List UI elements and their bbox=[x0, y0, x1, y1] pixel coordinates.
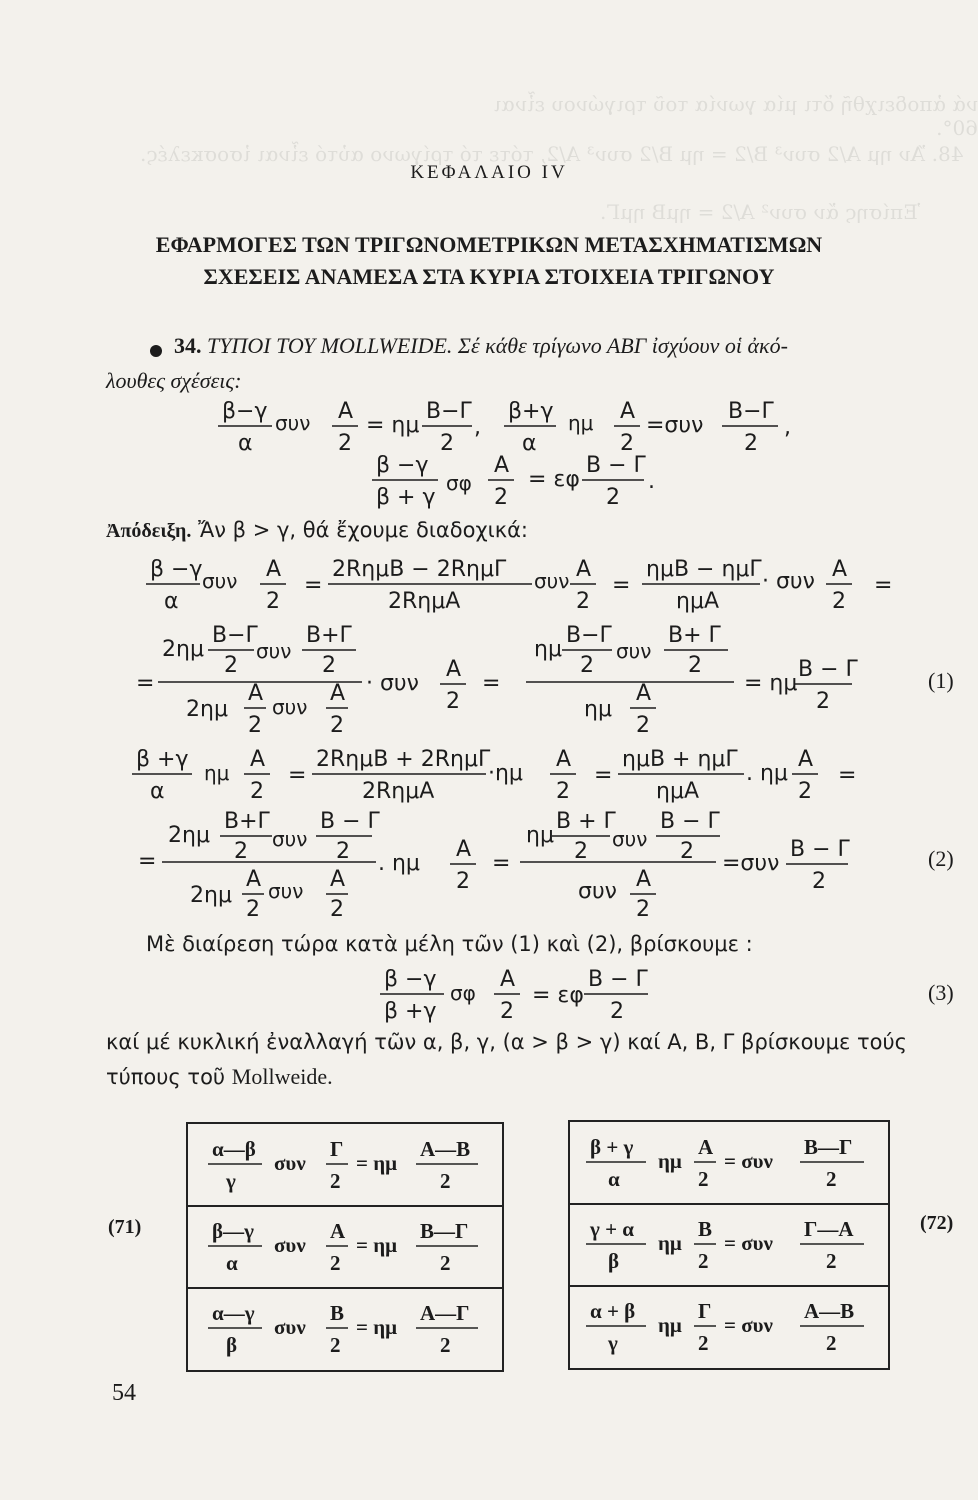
svg-text:2: 2 bbox=[812, 869, 826, 894]
svg-text:συν: συν bbox=[202, 569, 238, 593]
svg-text:B − Γ: B − Γ bbox=[586, 453, 646, 478]
svg-text:=: = bbox=[138, 849, 157, 874]
svg-text:2ημ: 2ημ bbox=[190, 883, 232, 908]
svg-text:2: 2 bbox=[636, 897, 650, 922]
ghost-line-3: Ἐπίσης ἄν συν² Α/2 = ημΒ ημΓ. bbox=[600, 200, 921, 224]
svg-text:ημ: ημ bbox=[526, 823, 554, 848]
svg-text:ημ: ημ bbox=[204, 761, 230, 785]
svg-text:=: = bbox=[304, 573, 323, 598]
svg-text:ημ: ημ bbox=[658, 1313, 682, 1337]
svg-text:β +γ: β +γ bbox=[384, 999, 437, 1024]
svg-text:β −γ: β −γ bbox=[384, 967, 437, 992]
svg-text:α—β: α—β bbox=[212, 1137, 256, 1161]
mollweide-box-right bbox=[568, 1120, 890, 1370]
svg-text:β+γ: β+γ bbox=[508, 399, 554, 424]
svg-text:σφ: σφ bbox=[446, 471, 472, 495]
svg-text:A: A bbox=[798, 747, 814, 772]
svg-text:2: 2 bbox=[606, 485, 620, 510]
svg-text:α: α bbox=[164, 589, 179, 614]
deriv-den-2: ημΑ bbox=[676, 589, 719, 614]
chapter-title-line-2: ΣΧΕΣΕΙΣ ΑΝΑΜΕΣΑ ΣΤΑ ΚΥΡΙΑ ΣΤΟΙΧΕΙΑ ΤΡΙΓΩΝΟΥ bbox=[203, 264, 775, 289]
svg-text:B − Γ: B − Γ bbox=[588, 967, 648, 992]
svg-text:A: A bbox=[620, 399, 636, 424]
svg-text:2ημ: 2ημ bbox=[168, 823, 210, 848]
deriv-num-1: 2RημΒ − 2RημΓ bbox=[332, 557, 507, 582]
svg-text:2: 2 bbox=[446, 689, 460, 714]
svg-text:=συν: =συν bbox=[722, 851, 780, 876]
svg-text:A: A bbox=[330, 867, 346, 892]
svg-text:2ημ: 2ημ bbox=[162, 637, 204, 662]
svg-text:β: β bbox=[608, 1249, 620, 1273]
svg-text:β−γ: β−γ bbox=[222, 399, 268, 424]
svg-text:,: , bbox=[474, 415, 481, 440]
svg-text:2: 2 bbox=[338, 431, 352, 456]
result-equation-3 bbox=[0, 962, 978, 1024]
svg-text:A: A bbox=[266, 557, 282, 582]
svg-text:α: α bbox=[608, 1167, 620, 1191]
mollweide-box-left bbox=[186, 1122, 504, 1372]
svg-text:A: A bbox=[556, 747, 572, 772]
chapter-title-line-1: ΕΦΑΡΜΟΓΕΣ ΤΩΝ ΤΡΙΓΩΝΟΜΕΤΡΙΚΩΝ ΜΕΤΑΣΧΗΜΑΤΙΣΜΩΝ bbox=[155, 232, 823, 257]
svg-text:B − Γ: B − Γ bbox=[798, 657, 858, 682]
division-sentence: Μὲ διαίρεση τώρα κατὰ μέλη τῶν (1) καὶ (2), βρίσκουμε : bbox=[146, 932, 753, 956]
svg-text:. ημ: . ημ bbox=[746, 761, 788, 786]
svg-text:B − Γ: B − Γ bbox=[790, 837, 850, 862]
svg-text:A: A bbox=[246, 867, 262, 892]
section-number: 34. bbox=[174, 333, 202, 358]
svg-text:A: A bbox=[500, 967, 516, 992]
svg-text:A: A bbox=[456, 837, 472, 862]
svg-text:B−Γ: B−Γ bbox=[728, 399, 774, 424]
svg-text:2: 2 bbox=[744, 431, 758, 456]
svg-text:σφ: σφ bbox=[450, 981, 476, 1005]
svg-text:=: = bbox=[874, 573, 893, 598]
section-intro-cont: λουθες σχέσεις: bbox=[106, 368, 242, 393]
svg-text:β—γ: β—γ bbox=[212, 1219, 254, 1243]
svg-text:= συν: = συν bbox=[724, 1313, 773, 1337]
deriv-num-4: ημΒ + ημΓ bbox=[622, 747, 738, 772]
svg-text:συν: συν bbox=[274, 1315, 306, 1339]
formula-3 bbox=[372, 453, 655, 510]
svg-text:=: = bbox=[838, 763, 857, 788]
svg-text:Α: Α bbox=[330, 1219, 346, 1243]
svg-text:β: β bbox=[226, 1333, 238, 1357]
svg-text:A: A bbox=[250, 747, 266, 772]
svg-text:2: 2 bbox=[620, 431, 634, 456]
right-row-2 bbox=[586, 1217, 864, 1273]
svg-text:A: A bbox=[832, 557, 848, 582]
left-row-1 bbox=[208, 1137, 478, 1193]
svg-text:2: 2 bbox=[322, 653, 336, 678]
svg-text:B−Γ: B−Γ bbox=[566, 623, 612, 648]
svg-text:συν: συν bbox=[275, 411, 311, 435]
box-label-71: (71) bbox=[108, 1216, 142, 1238]
cyclic-sentence: καί μέ κυκλική ἐναλλαγή τῶν α, β, γ, (α > β > γ) καί Α, Β, Γ βρίσκουμε τούς bbox=[106, 1030, 907, 1054]
svg-text:β −γ: β −γ bbox=[376, 453, 429, 478]
svg-text:=: = bbox=[492, 851, 511, 876]
svg-text:=: = bbox=[612, 573, 631, 598]
proof-line bbox=[106, 518, 528, 543]
svg-text:συν: συν bbox=[256, 639, 292, 663]
svg-text:· συν: · συν bbox=[366, 671, 419, 696]
right-box-formulas bbox=[570, 1122, 888, 1368]
svg-text:2: 2 bbox=[556, 779, 570, 804]
svg-text:Γ: Γ bbox=[698, 1299, 712, 1323]
cyclic-prefix: τύπους τοῦ bbox=[106, 1065, 226, 1089]
svg-text:2: 2 bbox=[826, 1167, 837, 1191]
svg-text:α + β: α + β bbox=[590, 1299, 636, 1323]
svg-text:2: 2 bbox=[330, 1333, 341, 1357]
deriv-num-2: ημΒ − ημΓ bbox=[646, 557, 762, 582]
svg-text:2: 2 bbox=[576, 589, 590, 614]
svg-text:2: 2 bbox=[440, 1251, 451, 1275]
svg-text:Α—Γ: Α—Γ bbox=[420, 1301, 470, 1325]
svg-text:ημ: ημ bbox=[534, 637, 562, 662]
svg-text:Β—Γ: Β—Γ bbox=[804, 1135, 853, 1159]
ghost-line-1: νά ἀποδειχθῆ ὅτι μία γωνία τοῦ τριγώνου εἶναι 60°. bbox=[493, 92, 978, 140]
proof-label: Ἀπόδειξη. bbox=[106, 520, 192, 542]
page-number: 54 bbox=[112, 1380, 136, 1406]
svg-text:2: 2 bbox=[234, 839, 248, 864]
mollweide-statement bbox=[0, 390, 978, 515]
svg-text:2: 2 bbox=[246, 897, 260, 922]
chapter-heading: ΚΕΦΑΛΑΙΟ IV bbox=[410, 162, 568, 183]
cyclic-sentence-2 bbox=[106, 1064, 333, 1090]
svg-text:B − Γ: B − Γ bbox=[320, 809, 380, 834]
svg-text:= εφ: = εφ bbox=[532, 983, 584, 1008]
svg-text:α—γ: α—γ bbox=[212, 1301, 255, 1325]
svg-text:α: α bbox=[522, 431, 537, 456]
derivation-1 bbox=[0, 548, 978, 748]
svg-text:β +γ: β +γ bbox=[136, 747, 189, 772]
left-row-3 bbox=[208, 1301, 478, 1357]
svg-text:2: 2 bbox=[826, 1331, 837, 1355]
svg-text:2: 2 bbox=[832, 589, 846, 614]
derivation-2 bbox=[0, 738, 978, 928]
svg-text:Β: Β bbox=[330, 1301, 345, 1325]
svg-text:Β—Γ: Β—Γ bbox=[420, 1219, 469, 1243]
svg-text:2: 2 bbox=[266, 589, 280, 614]
svg-text:2ημ: 2ημ bbox=[186, 697, 228, 722]
svg-text:· συν: · συν bbox=[762, 569, 815, 594]
svg-text:=: = bbox=[288, 763, 307, 788]
svg-text:2: 2 bbox=[456, 869, 470, 894]
right-row-3 bbox=[586, 1299, 864, 1355]
svg-text:2: 2 bbox=[440, 431, 454, 456]
svg-text:Γ: Γ bbox=[330, 1137, 344, 1161]
equation-tag-1: (1) bbox=[928, 668, 954, 693]
svg-text:Γ—Α: Γ—Α bbox=[804, 1217, 854, 1241]
section-heading bbox=[174, 333, 788, 359]
svg-text:ημ: ημ bbox=[568, 411, 594, 435]
svg-text:Β: Β bbox=[698, 1217, 713, 1241]
bullet-icon bbox=[150, 345, 162, 357]
svg-text:A: A bbox=[338, 399, 354, 424]
svg-text:2: 2 bbox=[330, 897, 344, 922]
svg-text:συν: συν bbox=[616, 639, 652, 663]
svg-text:2: 2 bbox=[440, 1169, 451, 1193]
right-row-1 bbox=[586, 1135, 864, 1191]
svg-text:γ: γ bbox=[608, 1331, 618, 1355]
equation-tag-3: (3) bbox=[928, 980, 954, 1005]
svg-text:Α: Α bbox=[698, 1135, 714, 1159]
svg-text:,: , bbox=[784, 415, 791, 440]
svg-text:B + Γ: B + Γ bbox=[556, 809, 616, 834]
svg-text:α: α bbox=[150, 779, 165, 804]
deriv-den-1: 2RημΑ bbox=[388, 589, 461, 614]
svg-text:·ημ: ·ημ bbox=[488, 761, 523, 786]
svg-text:= ημ: = ημ bbox=[356, 1315, 398, 1339]
svg-text:= ημ: = ημ bbox=[744, 671, 798, 696]
svg-text:2: 2 bbox=[698, 1331, 709, 1355]
svg-text:β + γ: β + γ bbox=[590, 1135, 634, 1159]
svg-text:συν: συν bbox=[268, 879, 304, 903]
svg-text:συν: συν bbox=[578, 879, 617, 904]
svg-text:A: A bbox=[248, 681, 264, 706]
svg-text:συν: συν bbox=[274, 1151, 306, 1175]
svg-text:2: 2 bbox=[688, 653, 702, 678]
svg-text:A: A bbox=[636, 867, 652, 892]
svg-text:A: A bbox=[446, 657, 462, 682]
svg-text:συν: συν bbox=[612, 827, 648, 851]
svg-text:α: α bbox=[226, 1251, 238, 1275]
svg-text:2: 2 bbox=[330, 1169, 341, 1193]
deriv-den-3: 2RημΑ bbox=[362, 779, 435, 804]
svg-text:2: 2 bbox=[500, 999, 514, 1024]
svg-text:B−Γ: B−Γ bbox=[426, 399, 472, 424]
svg-text:α: α bbox=[238, 431, 253, 456]
svg-text:γ + α: γ + α bbox=[590, 1217, 635, 1241]
svg-text:=: = bbox=[136, 671, 155, 696]
svg-text:2: 2 bbox=[698, 1249, 709, 1273]
svg-text:2: 2 bbox=[248, 713, 262, 738]
svg-text:συν: συν bbox=[272, 695, 308, 719]
svg-text:Α—Β: Α—Β bbox=[804, 1299, 855, 1323]
svg-text:2: 2 bbox=[680, 839, 694, 864]
svg-text:=συν: =συν bbox=[646, 413, 704, 438]
svg-text:2: 2 bbox=[610, 999, 624, 1024]
section-intro: Σέ κάθε τρίγωνο ΑΒΓ ἰσχύουν οἱ ἀκό- bbox=[457, 333, 788, 358]
svg-text:B+ Γ: B+ Γ bbox=[668, 623, 721, 648]
svg-text:.: . bbox=[648, 469, 655, 494]
svg-text:B−Γ: B−Γ bbox=[212, 623, 258, 648]
svg-text:συν: συν bbox=[534, 569, 570, 593]
svg-text:2: 2 bbox=[330, 713, 344, 738]
svg-text:2: 2 bbox=[826, 1249, 837, 1273]
svg-text:2: 2 bbox=[698, 1167, 709, 1191]
svg-text:= ημ: = ημ bbox=[366, 413, 420, 438]
svg-text:A: A bbox=[636, 681, 652, 706]
svg-text:= συν: = συν bbox=[724, 1231, 773, 1255]
svg-text:ημ: ημ bbox=[658, 1149, 682, 1173]
box-label-72: (72) bbox=[920, 1212, 954, 1234]
left-row-2 bbox=[208, 1219, 478, 1275]
svg-text:= ημ: = ημ bbox=[356, 1233, 398, 1257]
mollweide-name: Mollweide. bbox=[231, 1064, 333, 1089]
svg-text:2: 2 bbox=[798, 779, 812, 804]
svg-text:γ: γ bbox=[226, 1169, 236, 1193]
deriv-num-3: 2RημΒ + 2RημΓ bbox=[316, 747, 491, 772]
svg-text:=: = bbox=[482, 671, 501, 696]
formula-1 bbox=[218, 399, 481, 456]
svg-text:2: 2 bbox=[224, 653, 238, 678]
svg-text:=: = bbox=[594, 763, 613, 788]
svg-text:A: A bbox=[330, 681, 346, 706]
proof-text: Ἄν β > γ, θά ἔχουμε διαδοχικά: bbox=[198, 518, 529, 542]
svg-text:. ημ: . ημ bbox=[378, 851, 420, 876]
svg-text:= ημ: = ημ bbox=[356, 1151, 398, 1175]
svg-text:B − Γ: B − Γ bbox=[660, 809, 720, 834]
deriv-den-4: ημΑ bbox=[656, 779, 699, 804]
svg-text:ημ: ημ bbox=[658, 1231, 682, 1255]
svg-text:2: 2 bbox=[494, 485, 508, 510]
svg-text:συν: συν bbox=[272, 827, 308, 851]
equation-tag-2: (2) bbox=[928, 846, 954, 871]
svg-text:2: 2 bbox=[440, 1333, 451, 1357]
left-box-formulas bbox=[188, 1124, 502, 1370]
svg-text:ημ: ημ bbox=[584, 697, 612, 722]
svg-text:A: A bbox=[494, 453, 510, 478]
svg-text:B+Γ: B+Γ bbox=[224, 809, 270, 834]
svg-text:2: 2 bbox=[250, 779, 264, 804]
svg-text:2: 2 bbox=[580, 653, 594, 678]
svg-text:2: 2 bbox=[816, 689, 830, 714]
svg-text:2: 2 bbox=[336, 839, 350, 864]
svg-text:Α—Β: Α—Β bbox=[420, 1137, 471, 1161]
svg-text:2: 2 bbox=[330, 1251, 341, 1275]
svg-text:A: A bbox=[576, 557, 592, 582]
svg-text:= συν: = συν bbox=[724, 1149, 773, 1173]
svg-text:β −γ: β −γ bbox=[150, 557, 203, 582]
svg-text:2: 2 bbox=[574, 839, 588, 864]
section-title: ΤΥΠΟΙ ΤΟΥ MOLLWEIDE. bbox=[207, 333, 453, 358]
ghost-line-2: 48. Ἄν ημ Α/2 συν³ Β/2 = ημ Β/2 συν³ Α/2, τότε τό τρίγωνο αὐτό εἶναι ἰσοσκελές. bbox=[140, 142, 964, 166]
svg-text:2: 2 bbox=[636, 713, 650, 738]
svg-text:συν: συν bbox=[274, 1233, 306, 1257]
svg-text:= εφ: = εφ bbox=[528, 467, 580, 492]
svg-text:B+Γ: B+Γ bbox=[306, 623, 352, 648]
svg-text:β + γ: β + γ bbox=[376, 485, 436, 510]
formula-2 bbox=[504, 399, 791, 456]
